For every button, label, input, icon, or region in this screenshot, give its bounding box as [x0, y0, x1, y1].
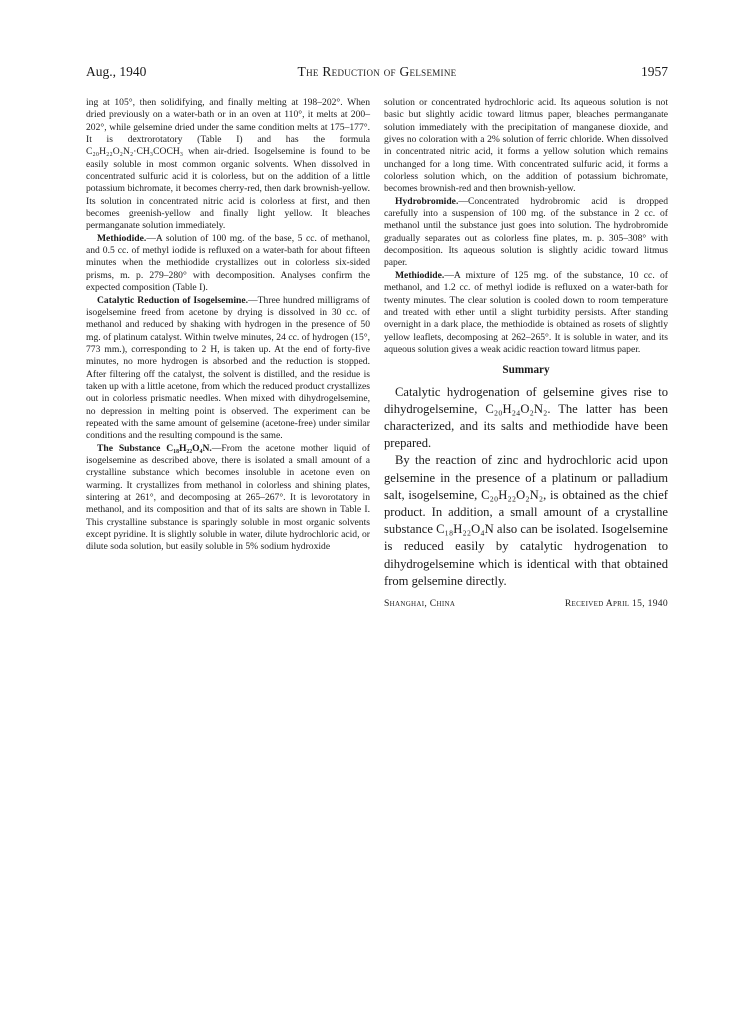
issue-date: Aug., 1940 [86, 64, 147, 79]
paragraph-methiodide-2 [384, 270, 668, 356]
affiliation-location: Shanghai, China [384, 598, 456, 609]
summary-heading: Summary [502, 364, 550, 377]
paragraph-body: —Concentrated hydrobromic acid is dropped carefully into a suspension of 100 mg. of the substance in 2 cc. of methanol until the substance just goes into solution. The hydrobromide gradually separates out as colorless fine plates, m. p. 305–308° with decomposition. Its aqueous solution is slightly acidic toward litmus paper. [384, 195, 668, 269]
article-footer [384, 598, 668, 614]
section-head-hydrobromide: Hydrobromide. [395, 195, 459, 207]
left-column [86, 97, 370, 554]
running-title: The Reduction of Gelsemine [297, 64, 457, 79]
paragraph-body: —From the acetone mother liquid of isogelsemine as described above, there is isolated a small amount of a crystalline substance which becomes insoluble in acetone even on warming. It crystallizes from methanol in colorless and shining plates, sintering at 261°, and decomposing at 265–267°. It is levorotatory in methanol, and its composition and that of its salts are shown in Table I. This crystalline substance is sparingly soluble in most organic solvents except pyridine. It is slightly soluble in water, dilute hydrochloric acid, or dilute soda solution, but easily soluble in 5% sodium hydroxide [86, 442, 370, 553]
paragraph-isogelsemine-properties: ing at 105°, then solidifying, and finally melting at 198–202°. When dried previously on a water-bath or in an oven at 110°, it melts at 200–202°, while gelsemine dried under the same condition melts at 175–177°. It is dextrorotatory (Table I) and has the formula C₂₀H₂₂O₂N₂·CH₃COCH₃ when air-dried. Isogelsemine is found to be easily soluble in most common organic solvents. When dissolved in concentrated sulfuric acid it is colorless, but on the addition of a little potassium bichromate, it becomes cherry-red, then dark brownish-yellow. Its solution in concentrated nitric acid is colorless at first, and then becomes greenish-yellow and finally light yellow. It bleaches permanganate solution immediately. [86, 97, 370, 232]
paragraph-hydrobromide [384, 196, 668, 270]
section-head-methiodide: Methiodide. [395, 269, 445, 281]
page-header [86, 64, 668, 84]
section-head-methiodide: Methiodide. [97, 232, 147, 244]
received-date: Received April 15, 1940 [564, 598, 668, 609]
paragraph-catalytic-reduction [86, 295, 370, 443]
paragraph-substance [86, 443, 370, 554]
summary-paragraph-1: Catalytic hydrogenation of gelsemine gives rise to dihydrogelsemine, C₂₀H₂₄O₂N₂. The latter has been characterized, and its salts and methiodide have been prepared. [384, 384, 668, 451]
page-number: 1957 [641, 64, 668, 79]
paragraph-body: —A mixture of 125 mg. of the substance, 10 cc. of methanol, and 1.2 cc. of methyl iodide is refluxed on a water-bath for twenty minutes. The clear solution is cooled down to room temperature and treated with ether until a slight turbidity persists. After standing overnight in a dark place, the methiodide is obtained as rosets of slightly yellow leaflets, decomposing at 262–265°. It is soluble in water, and its aqueous solution gives a weak acidic reaction toward litmus paper. [384, 269, 668, 355]
paragraph-body: —Three hundred milligrams of isogelsemine freed from acetone by drying is dissolved in 30 cc. of methanol and reduced by shaking with hydrogen in the presence of 50 mg. of platinum catalyst. Within twelve minutes, 24 cc. of hydrogen (15°, 773 mm.), corresponding to 2 H, is taken up. At the end of forty-five minutes, no more hydrogen is absorbed and the reduction is stopped. After filtering off the catalyst, the solvent is distilled, and the residue is taken up with a little acetone, from which the reduced product crystallizes out in colorless prismatic needles. When mixed with dihydrogelsemine, no depression in melting point is observed. The experiment can be repeated with the same amount of gelsemine (acetone-free) under similar conditions and the resulting compound is the same. [86, 294, 370, 442]
paragraph-methiodide [86, 233, 370, 295]
summary-paragraph-2: By the reaction of zinc and hydrochloric acid upon gelsemine in the presence of a platinum or palladium salt, isogelsemine, C₂₀H₂₂O₂N₂, is obtained as the chief product. In addition, a small amount of a crystalline substance C₁₈H₂₂O₄N also can be isolated. Isogelsemine is reduced easily by catalytic hydrogenation to dihydrogelsemine which is identical with that obtained from gelsemine directly. [384, 453, 668, 588]
section-head-substance: The Substance C₁₈H₂₂O₄N. [97, 442, 212, 454]
paragraph-solubility: solution or concentrated hydrochloric acid. Its aqueous solution is not basic but slightly acidic toward litmus paper, bleaches permanganate solution immediately with the precipitation of manganese dioxide, and gives no coloration with a 2% solution of ferric chloride. When dissolved in concentrated nitric acid, it forms a yellow solution which remains unchanged for a long time. With concentrated sulfuric acid, it forms a colorless solution which, on the addition of potassium bichromate, becomes brownish-red and then brownish-yellow. [384, 97, 668, 195]
right-column [384, 97, 668, 614]
paragraph-body: —A solution of 100 mg. of the base, 5 cc. of methanol, and 0.5 cc. of methyl iodide is refluxed on a water-bath for about fifteen minutes when the methiodide crystallizes out in colorless six-sided prisms, m. p. 279–280° with decomposition. Analyses confirm the expected composition (Table I). [86, 232, 370, 294]
section-head-catalytic-reduction: Catalytic Reduction of Isogelsemine. [97, 294, 249, 306]
